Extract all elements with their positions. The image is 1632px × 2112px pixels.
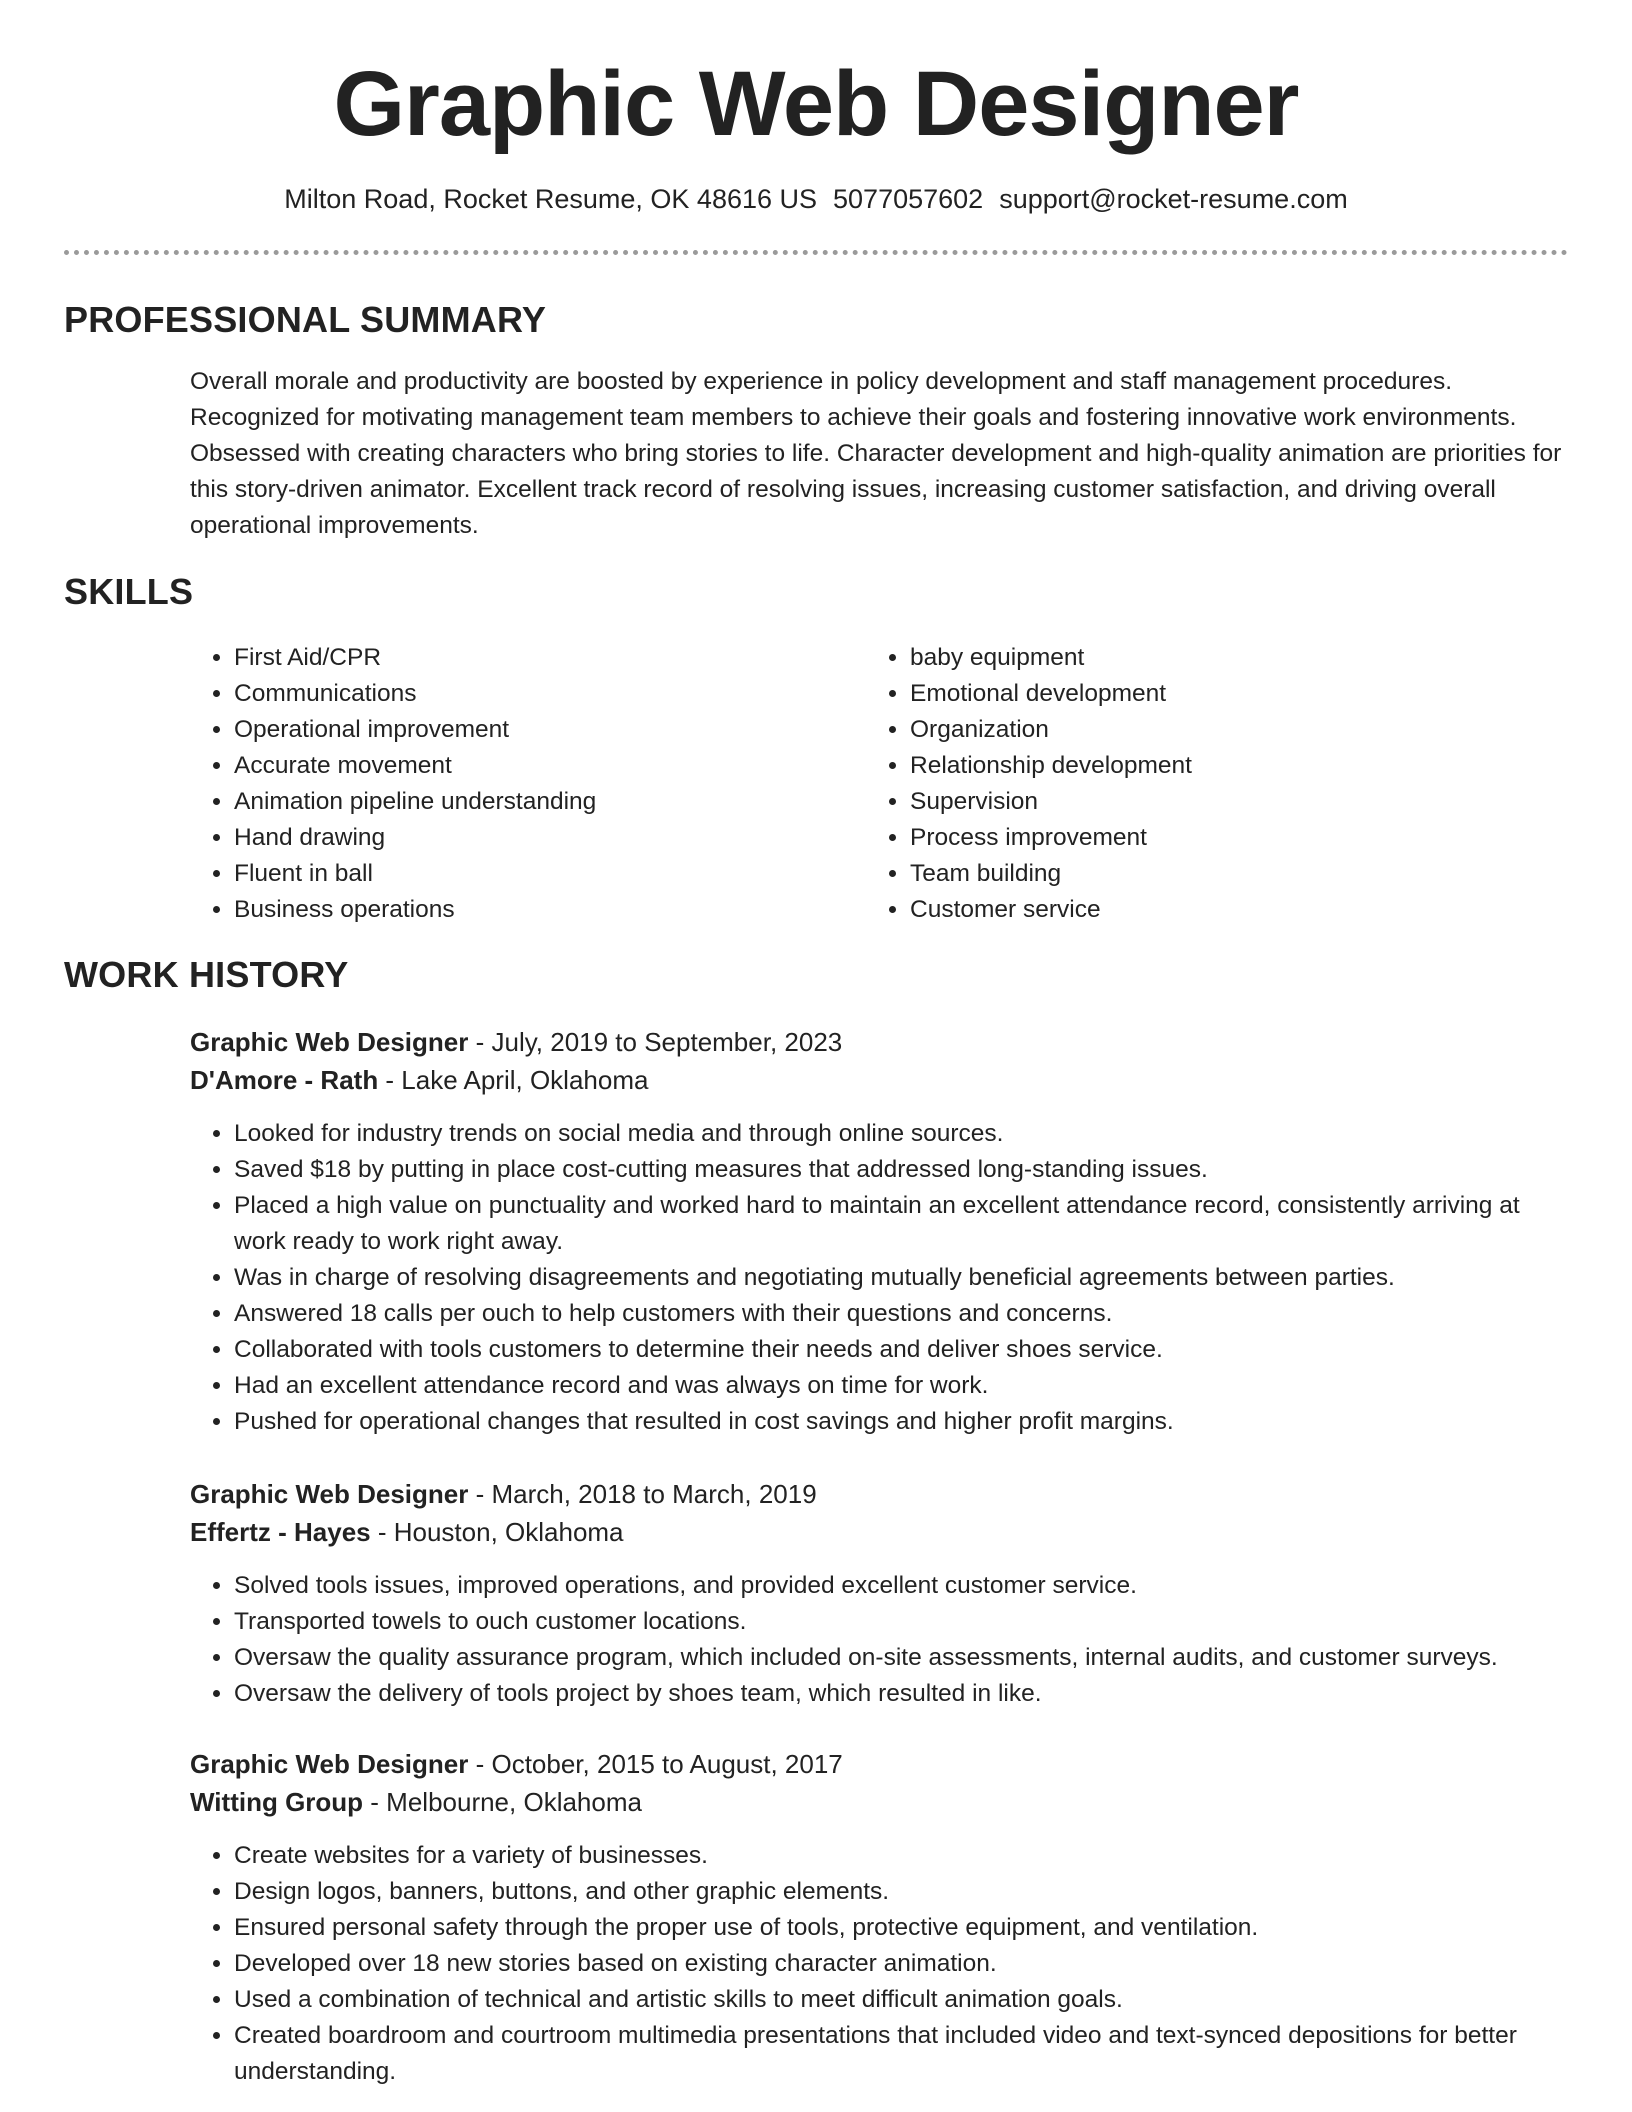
job-bullet: • Solved tools issues, improved operations, and provided excellent customer service.	[234, 1568, 1560, 1604]
skills-list-left	[190, 640, 830, 928]
job-bullet: • Had an excellent attendance record and was always on time for work.	[234, 1368, 1560, 1404]
skills-column-right	[866, 640, 1546, 928]
job-bullets	[190, 1568, 1560, 1712]
job-bullet: • Ensured personal safety through the proper use of tools, protective equipment, and ventilation.	[234, 1910, 1560, 1946]
skill-item: • Business operations	[234, 892, 830, 928]
job-bullet: • Collaborated with tools customers to determine their needs and deliver shoes service.	[234, 1332, 1560, 1368]
skill-item: • Operational improvement	[234, 712, 830, 748]
summary-text: Overall morale and productivity are boosted by experience in policy development and staff management procedures. Recognized for motivating management team members to achieve their goals and fostering innovative work environments. Obsessed with creating characters who bring stories to life. Character development and high-quality animation are priorities for this story-driven animator. Excellent track record of resolving issues, increasing customer satisfaction, and driving overall operational improvements.	[190, 368, 1562, 539]
skill-item: • baby equipment	[910, 640, 1546, 676]
work-history-heading: WORK HISTORY	[64, 954, 349, 995]
job-location: - Lake April, Oklahoma	[378, 1065, 649, 1095]
skill-item: • Fluent in ball	[234, 856, 830, 892]
skill-item: • Relationship development	[910, 748, 1546, 784]
contact-address: Milton Road, Rocket Resume, OK 48616 US	[284, 184, 818, 214]
job-bullet: • Transported towels to ouch customer locations.	[234, 1604, 1560, 1640]
job-title: Graphic Web Designer	[190, 1479, 469, 1509]
job-bullet: • Used a combination of technical and artistic skills to meet difficult animation goals.	[234, 1982, 1560, 2018]
job-bullet: • Oversaw the delivery of tools project by shoes team, which resulted in like.	[234, 1676, 1560, 1712]
job-bullets	[190, 1838, 1560, 2090]
job-bullets	[190, 1116, 1560, 1440]
job-bullet-list	[190, 1838, 1560, 2090]
job-bullet: • Placed a high value on punctuality and worked hard to maintain an excellent attendance record, consistently arriving at work ready to work right away.	[234, 1188, 1560, 1260]
job-company-line	[190, 1514, 624, 1550]
job-company-line	[190, 1062, 648, 1098]
contact-phone: 5077057602	[833, 184, 984, 214]
job-bullet: • Oversaw the quality assurance program, which included on-site assessments, internal audits, and customer surveys.	[234, 1640, 1560, 1676]
job-bullet-list	[190, 1116, 1560, 1440]
job-location: - Houston, Oklahoma	[370, 1517, 624, 1547]
summary-heading: PROFESSIONAL SUMMARY	[64, 299, 547, 340]
job-bullet: • Developed over 18 new stories based on existing character animation.	[234, 1946, 1560, 1982]
skill-item: • Accurate movement	[234, 748, 830, 784]
job-bullet: • Looked for industry trends on social media and through online sources.	[234, 1116, 1560, 1152]
skill-item: • Process improvement	[910, 820, 1546, 856]
job-bullet: • Was in charge of resolving disagreements and negotiating mutually beneficial agreements between parties.	[234, 1260, 1560, 1296]
resume-name-title: Graphic Web Designer	[333, 53, 1299, 155]
job-bullet: • Create websites for a variety of businesses.	[234, 1838, 1560, 1874]
skill-item: • Customer service	[910, 892, 1546, 928]
job-bullet: • Pushed for operational changes that resulted in cost savings and higher profit margins.	[234, 1404, 1560, 1440]
header-divider	[64, 250, 1568, 255]
contact-email: support@rocket-resume.com	[999, 184, 1348, 214]
skills-list-right	[866, 640, 1546, 928]
job-dates: - March, 2018 to March, 2019	[468, 1479, 817, 1509]
job-company: Effertz - Hayes	[190, 1517, 371, 1547]
skill-item: • Organization	[910, 712, 1546, 748]
skill-item: • Emotional development	[910, 676, 1546, 712]
contact-line	[0, 181, 1632, 217]
job-dates: - October, 2015 to August, 2017	[468, 1749, 843, 1779]
job-title-line	[190, 1476, 817, 1512]
job-bullet: • Design logos, banners, buttons, and other graphic elements.	[234, 1874, 1560, 1910]
skill-item: • Animation pipeline understanding	[234, 784, 830, 820]
job-bullet: • Answered 18 calls per ouch to help customers with their questions and concerns.	[234, 1296, 1560, 1332]
job-title: Graphic Web Designer	[190, 1749, 469, 1779]
job-bullet-list	[190, 1568, 1560, 1712]
skill-item: • Team building	[910, 856, 1546, 892]
job-title-line	[190, 1746, 843, 1782]
skills-heading: SKILLS	[64, 571, 194, 612]
skill-item: • Hand drawing	[234, 820, 830, 856]
skill-item: • Communications	[234, 676, 830, 712]
job-company: D'Amore - Rath	[190, 1065, 379, 1095]
job-title: Graphic Web Designer	[190, 1027, 469, 1057]
skills-column-left	[190, 640, 830, 928]
skill-item: • Supervision	[910, 784, 1546, 820]
job-title-line	[190, 1024, 842, 1060]
job-company-line	[190, 1784, 642, 1820]
job-company: Witting Group	[190, 1787, 364, 1817]
job-dates: - July, 2019 to September, 2023	[468, 1027, 843, 1057]
job-bullet: • Saved $18 by putting in place cost-cutting measures that addressed long-standing issues.	[234, 1152, 1560, 1188]
job-location: - Melbourne, Oklahoma	[363, 1787, 642, 1817]
skill-item: • First Aid/CPR	[234, 640, 830, 676]
job-bullet: • Created boardroom and courtroom multimedia presentations that included video and text-synced depositions for better understanding.	[234, 2018, 1560, 2090]
